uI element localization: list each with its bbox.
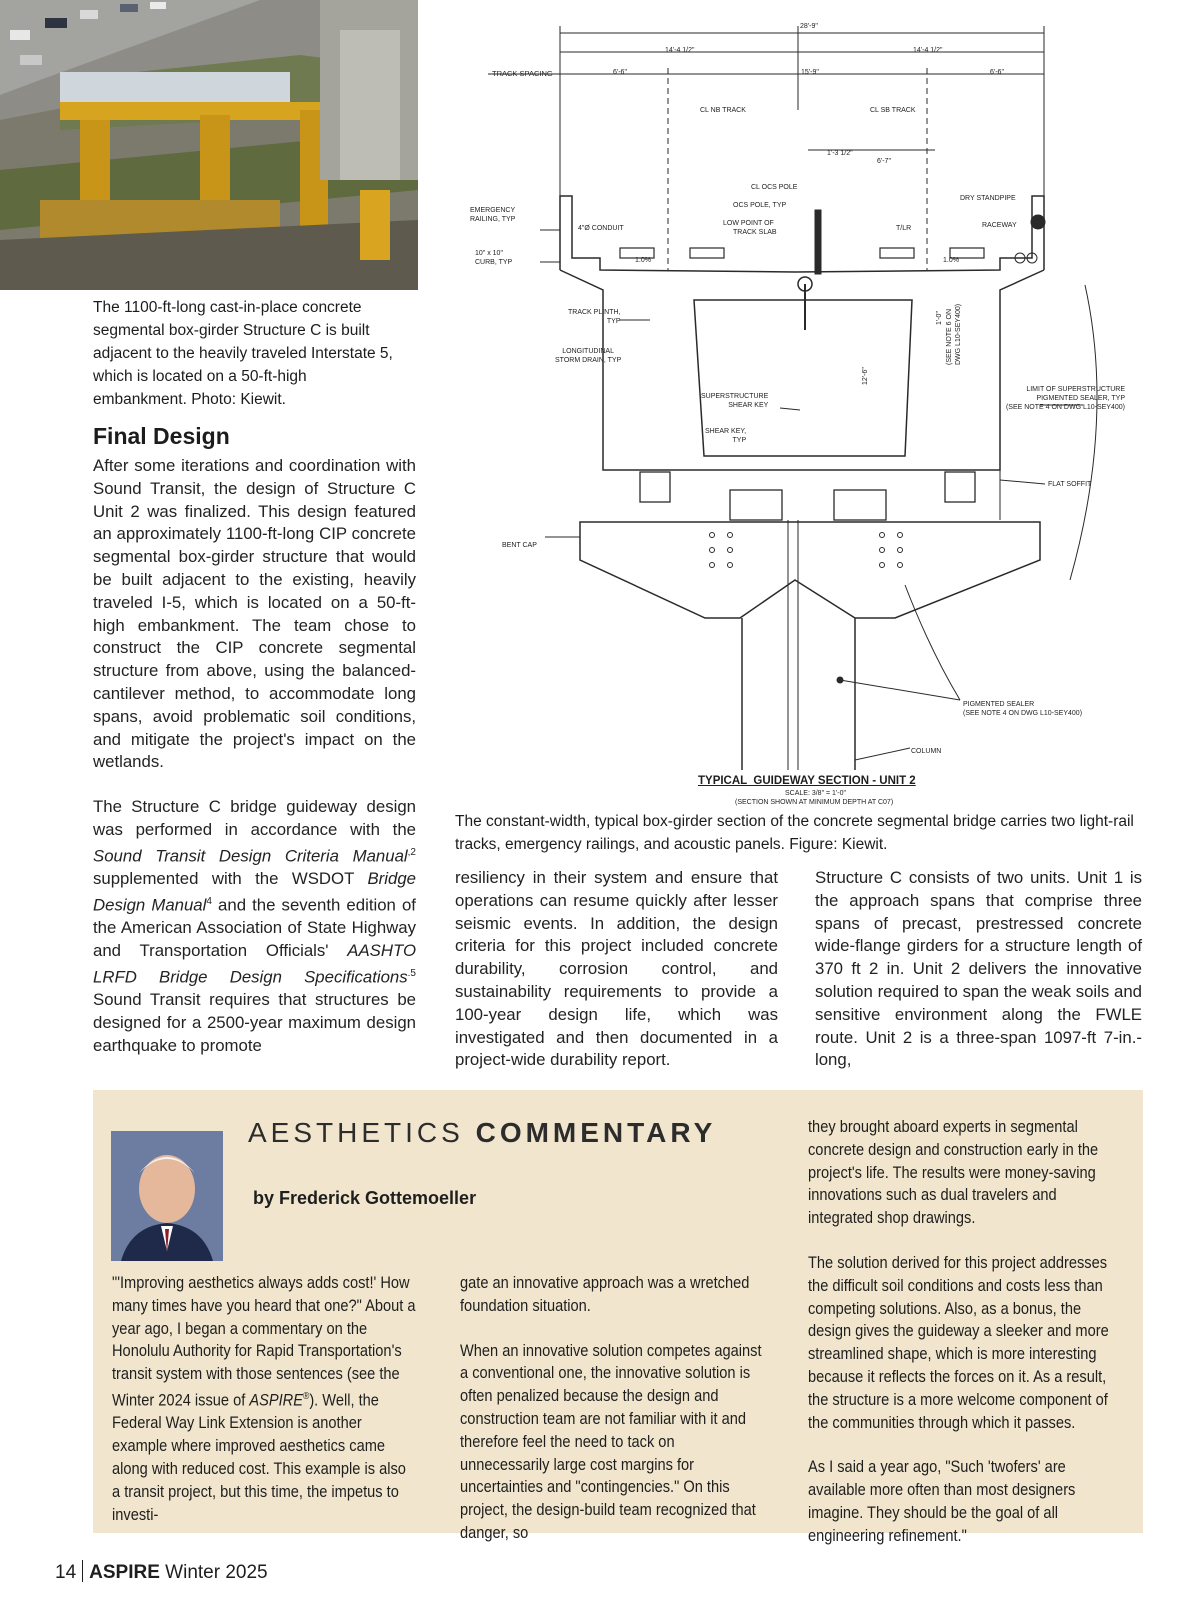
commentary-paragraph-c2: The solution derived for this project addresses the difficult soil conditions and costs less than competing solutions. Also, as a bonus, the design gives the guideway a sleeker and more streamlined shape, which is more interesting because it reflects the forces on it. As a result, the structure is a more welcome component of the communities through which it passes. [808, 1252, 1109, 1432]
dim-half-left: 14'-4 1/2" [665, 47, 695, 54]
curb-line-1: 10" x 10" [475, 250, 503, 257]
storm-line-1: LONGITUDINAL [562, 348, 614, 355]
commentary-column-c [808, 1116, 1124, 1570]
middle-column-text [455, 867, 778, 1094]
conduit-label: 4"Ø CONDUIT [578, 225, 624, 232]
figure-caption: The constant-width, typical box-girder section of the concrete segmental bridge carries two light-rail tracks, emergency railings, and acoustic panels. Figure: Kiewit. [455, 813, 1134, 853]
dim-6-6-left: 6'-6" [613, 69, 627, 76]
ocs-pole-label: OCS POLE, TYP [733, 202, 787, 209]
limit-of-superstructure-label [950, 385, 1125, 412]
dim-6-7: 6'-7" [877, 158, 891, 165]
pigmented-sealer-label [963, 700, 1082, 718]
construction-photo [0, 0, 418, 290]
reference-2: ,2 [407, 846, 416, 858]
commentary-byline: by Frederick Gottemoeller [253, 1188, 477, 1208]
issue-date: Winter 2025 [165, 1562, 268, 1583]
curb-label [475, 249, 512, 267]
shear-key-typ-line-2: TYP [732, 437, 747, 444]
construction-photo-art [0, 0, 418, 290]
drawing-scale: SCALE: 3/8" = 1'-0" [785, 790, 846, 797]
plinth-line-2: TYP [606, 318, 621, 325]
final-design-paragraph-2 [93, 796, 416, 1058]
note6-line-2: DWG L10-SEY400) [955, 303, 962, 365]
page-footer [55, 1560, 268, 1584]
magazine-title: ASPIRE [89, 1562, 160, 1583]
note-6-label [945, 304, 963, 365]
track-plinth-label [568, 308, 621, 326]
tlr-label: T/LR [896, 225, 912, 232]
dim-12-6: 12'-6" [862, 367, 869, 385]
author-portrait-art [111, 1131, 223, 1261]
doc-title-bridge-design-manual: Bridge Design Manual [93, 869, 416, 915]
plinth-line-1: TRACK PLINTH, [568, 309, 621, 316]
cl-ocs-pole-label: CL OCS POLE [751, 184, 798, 191]
note6-line-1: (SEE NOTE 6 ON [946, 308, 953, 365]
right-paragraph-1: Structure C consists of two units. Unit 1 is the approach spans that comprise three spans of precast, prestressed concrete wide-flange girders for a structure length of 370 ft 2 in. Unit 2 delivers the innovative solution required to span the weak soils and sensitive environment along the FWLE route. Unit 2 is a three-span 1097-ft 7-in.-long, [815, 868, 1142, 1070]
low-point-label [723, 219, 777, 237]
dim-1-3: 1'-3 1/2" [827, 150, 853, 157]
emergency-line-1: EMERGENCY [470, 207, 516, 214]
magazine-name: ASPIRE [249, 1390, 303, 1410]
limit-line-3: (SEE NOTE 4 ON DWG L10-SEY400) [1005, 404, 1125, 411]
dim-1-0: 1'-0" [936, 311, 943, 325]
commentary-title [248, 1117, 716, 1149]
shear-key-typ-line-1: SHEAR KEY, [705, 428, 747, 435]
shear-key-line-1: SUPERSTRUCTURE [701, 393, 769, 400]
footer-divider [82, 1560, 83, 1582]
shear-key-line-2: SHEAR KEY [728, 402, 769, 409]
dim-6-6-right: 6'-6" [990, 69, 1004, 76]
section-heading: Final Design [93, 423, 230, 449]
doc-title-aashto-lrfd: AASHTO LRFD Bridge Design Specifications [93, 941, 416, 987]
cl-sb-track-label: CL SB TRACK [870, 107, 916, 114]
limit-line-2: PIGMENTED SEALER, TYP [1036, 395, 1125, 402]
emergency-line-2: RAILING, TYP [470, 216, 516, 223]
dim-half-right: 14'-4 1/2" [913, 47, 943, 54]
commentary-a-text-b: ). Well, the Federal Way Link Extension is another example where improved aesthetics came along with reduced cost. This example is also a transit project, but this time, the impetus to investi- [112, 1390, 406, 1524]
commentary-paragraph-c3: As I said a year ago, "Such 'twofers' are available more often than most designers imagine. They should be the goal of all engineering refinement." [808, 1457, 1076, 1545]
raceway-label: RACEWAY [982, 222, 1017, 229]
paragraph-2-text-b: supplemented with the WSDOT [93, 869, 368, 889]
low-point-line-2: TRACK SLAB [733, 229, 777, 236]
middle-paragraph-1: resiliency in their system and ensure that operations can resume quickly after lesser seismic events. In addition, the design criteria for this project included concrete durability, corrosion control, and sustainability requirements to provide a 100-year design life, which was investigated and then documented in a project-wide durability report. [455, 868, 778, 1070]
commentary-column-a [112, 1272, 417, 1548]
curb-line-2: CURB, TYP [475, 259, 513, 266]
column-label: COLUMN [911, 748, 942, 755]
page-number: 14 [55, 1562, 77, 1583]
commentary-paragraph-c1: they brought aboard experts in segmental concrete design and construction early in the project's life. The results were money-saving innovations such as dual travelers and integrated shop drawings. [808, 1117, 1099, 1228]
sealer-line-1: PIGMENTED SEALER [963, 701, 1035, 708]
photo-caption: The 1100-ft-long cast-in-place concrete segmental box-girder Structure C is built adjacent to the heavily traveled Interstate 5, which is located on a 50-ft-high embankment. Photo: Kiewit. [93, 299, 393, 408]
registered-mark: ® [302, 1390, 310, 1402]
track-spacing-label: TRACK SPACING [492, 69, 553, 78]
dry-standpipe-label: DRY STANDPIPE [960, 195, 1016, 202]
commentary-paragraph-a [112, 1272, 417, 1526]
dim-total: 28'-9" [800, 23, 818, 30]
storm-drain-label [555, 347, 621, 365]
paragraph-2-text-a: The Structure C bridge guideway design was performed in accordance with the [93, 797, 416, 839]
drawing-note: (SECTION SHOWN AT MINIMUM DEPTH AT C07) [735, 799, 894, 806]
storm-line-2: STORM DRAIN, TYP [555, 357, 622, 364]
author-portrait [111, 1131, 223, 1261]
flat-soffit-label: FLAT SOFFIT [1048, 481, 1092, 488]
final-design-paragraph-1: After some iterations and coordination with Sound Transit, the design of Structure C Unit 2 was finalized. This design featured an approximately 1100-ft-long CIP concrete segmental box-girder structure that would be built adjacent to the existing, heavily traveled I-5, which is located on a 50-ft-high embankment. The team chose to construct the CIP concrete segmental structure from above, using the balanced-cantilever method, to accommodate long spans, avoid problematic soil conditions, and mitigate the project's impact on the wetlands. [93, 456, 416, 772]
paragraph-2-text-d: Sound Transit requires that structures be designed for a 2500-year maximum design earthquake to promote [93, 990, 416, 1055]
paragraph-2-text-c: and the seventh edition of the American Association of State Highway and Transportation Officials' [93, 895, 416, 961]
right-column-text [815, 867, 1142, 1094]
dim-15-9: 15'-9" [801, 69, 819, 76]
reference-5: .5 [407, 967, 416, 979]
cl-nb-track-label: CL NB TRACK [700, 107, 746, 114]
low-point-line-1: LOW POINT OF [723, 220, 774, 227]
slope-right: 1.0% [943, 257, 959, 264]
commentary-column-b [460, 1272, 767, 1567]
superstructure-shear-key-label [701, 392, 768, 410]
shear-key-typ-label [705, 427, 746, 445]
reference-4: 4 [206, 895, 212, 907]
emergency-railing-label [470, 206, 515, 224]
doc-title-criteria-manual: Sound Transit Design Criteria Manual [93, 846, 408, 866]
guideway-section-drawing [455, 10, 1125, 810]
drawing-title: TYPICAL GUIDEWAY SECTION - UNIT 2 [698, 775, 916, 787]
limit-line-1: LIMIT OF SUPERSTRUCTURE [1026, 386, 1125, 393]
slope-left: 1.0% [635, 257, 651, 264]
commentary-a-text-a: "'Improving aesthetics always adds cost!' How many times have you heard that one?" About a year ago, I began a commentary on the Honolulu Authority for Rapid Transportation's transit system with those sentences (see the Winter 2024 issue of [112, 1273, 416, 1410]
commentary-paragraph-b1: gate an innovative approach was a wretched foundation situation. [460, 1273, 750, 1315]
commentary-title-light: AESTHETICS [248, 1117, 464, 1148]
commentary-paragraph-b2: When an innovative solution competes against a conventional one, the innovative solution is often penalized because the design and construction team are not familiar with it and therefore feel the need to tack on unnecessarily large cost margins for uncertainties and "contingencies." On this project, the design-build team recognized that danger, so [460, 1340, 762, 1542]
left-column-text [93, 455, 416, 1080]
bent-cap-label: BENT CAP [502, 542, 537, 549]
sealer-line-2: (SEE NOTE 4 ON DWG L10-SEY400) [963, 710, 1083, 717]
commentary-title-bold: COMMENTARY [475, 1117, 717, 1148]
